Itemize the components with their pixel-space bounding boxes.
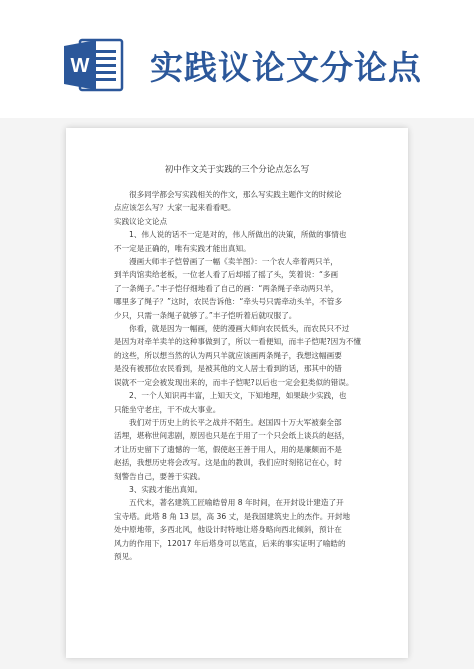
- body-line: 刻警告自己，要善于实践。: [114, 471, 206, 481]
- body-line: 到羊肉馆卖给老板，一位老人看了后却摇了摇了头，笑着说：“多画: [114, 270, 339, 280]
- banner-title: 实践议论文分论点: [150, 48, 422, 87]
- body-line: 了一条绳子。”丰子恺仔细地看了自己的画：“两条绳子牵动两只羊，: [114, 283, 339, 293]
- body-line: 处中原地带，多西北风，他设计时特地让塔身略向西北倾斜，预计在: [114, 525, 342, 535]
- body-line: 漫画大师丰子恺曾画了一幅《卖羊图》：一个农人牵着两只羊，: [129, 257, 338, 267]
- body-line: 是因为对牵羊卖羊的这种事做到了，所以一看便知，而丰子恺呢?因为不懂: [114, 337, 362, 347]
- word-document-icon: [62, 36, 124, 94]
- body-line: 五代末，著名建筑工匠喻皓曾用 8 年时间，在开封设计建造了开: [129, 498, 344, 508]
- body-line: 是没有被那位农民看到，是被其他的文人居士看到的话，那其中的错: [114, 364, 342, 374]
- body-line: 3、实践才能出真知。: [129, 484, 203, 494]
- body-line: 不一定是正确的，唯有实践才能出真知。: [114, 243, 251, 253]
- body-line: 误就不一定会被发现出来的，而丰子恺呢?以后也一定会犯类似的错误。: [114, 377, 354, 387]
- body-line: 2、一个人知识再丰富，上知天文，下知地理，如果缺少实践，也: [129, 391, 347, 401]
- document-page: [66, 128, 408, 658]
- header-banner: [0, 0, 474, 118]
- body-line: 只能坐守老庄，干不成大事业。: [114, 404, 221, 414]
- body-line: 的这些，所以想当然的认为两只羊就应该画两条绳子，我想这幅画要: [114, 350, 342, 360]
- body-line: 1、伟人说的话不一定是对的，伟人所做出的决策，所做的事情也: [129, 230, 347, 240]
- body-line: 很多同学都会写实践相关的作文，那么写实践主题作文的时候论: [129, 190, 342, 199]
- body-line: 哪里多了绳子？”这时，农民告诉他：“牵头号只需牵动头羊，不管多: [114, 297, 343, 307]
- svg-text:W: W: [70, 55, 90, 77]
- body-line: 宝寺塔。此塔 8 角 13 层，高 36 丈，是我国建筑史上的杰作。开封地: [114, 511, 351, 521]
- body-line: 才让历史留下了遗憾的一笔，假使赵王善于用人，用的是廉颇而不是: [114, 444, 342, 454]
- section-heading: 实践议论文论点: [114, 216, 168, 226]
- body-line: 点应该怎么写？大家一起来看看吧。: [114, 203, 236, 213]
- document-body: [114, 188, 369, 563]
- body-line: 风力的作用下，12017 年后塔身可以笔直，后来的事实证明了喻皓的: [114, 538, 346, 548]
- body-line: 少只，只需一条绳子就够了。”丰子恺听着后就叹服了。: [114, 310, 297, 320]
- body-line: 活埋，堪称世间悲剧，原因也只是在于用了一个只会纸上谈兵的赵括，: [114, 431, 350, 441]
- document-title: 初中作文关于实践的三个分论点怎么写: [164, 165, 310, 175]
- body-line: 预见。: [114, 551, 137, 561]
- body-line: 我们对于历史上的长平之战并不陌生。赵国四十万大军被秦全部: [129, 417, 342, 427]
- body-line: 你看，就是因为一幅画，使的漫画大师向农民低头，而农民只不过: [129, 324, 350, 334]
- body-line: 赵括，我想历史将会改写。这是血的教训，我们应时刻铭记在心，时: [114, 458, 342, 468]
